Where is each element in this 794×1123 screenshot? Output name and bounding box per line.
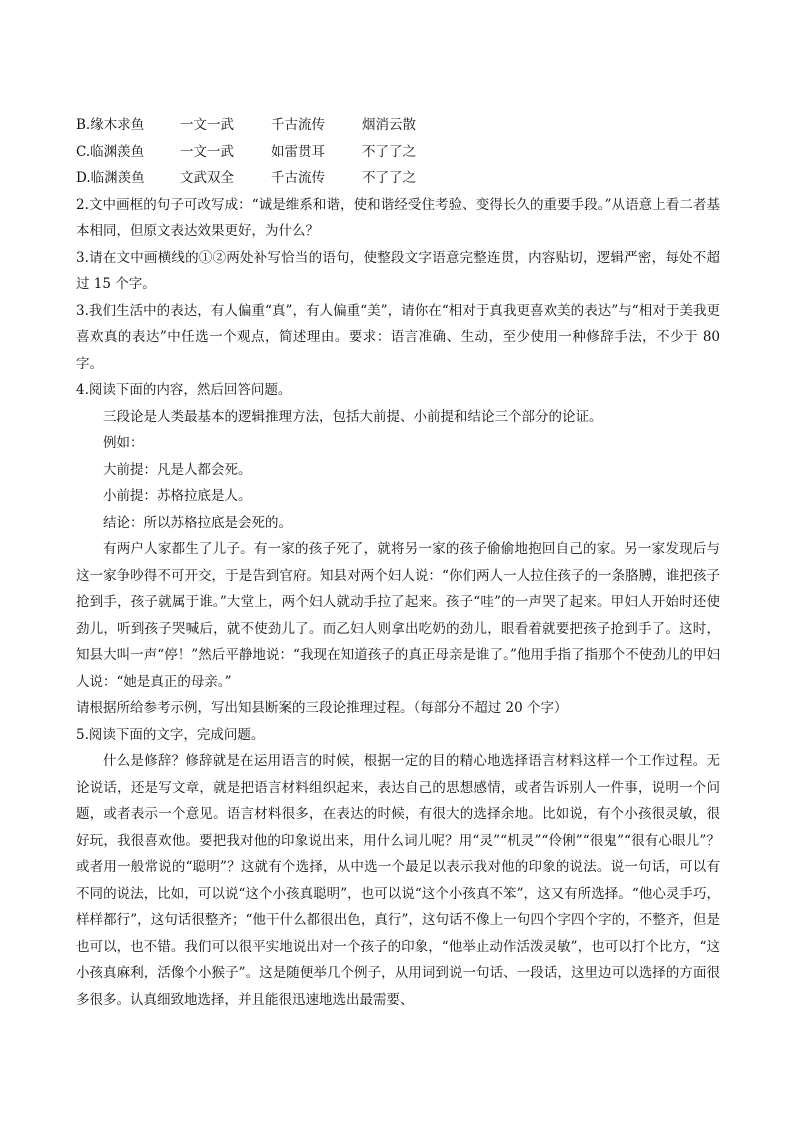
option-row-b xyxy=(76,112,720,139)
question-4-title: 4.阅读下面的内容，然后回答问题。 xyxy=(76,382,292,398)
syllogism-intro: 三段论是人类最基本的逻辑推理方法，包括大前提、小前提和结论三个部分的论证。 xyxy=(103,408,603,425)
option-word: 不了了之 xyxy=(362,143,416,160)
option-word: 千古流传 xyxy=(271,117,325,133)
major-premise: 大前提：凡是人都会死。 xyxy=(103,461,252,478)
story-paragraph: 有两户人家都生了儿子。有一家的孩子死了，就将另一家的孩子偷偷地抱回自己的家。另一家发现后与这一家争吵得不可开交，于是告到官府。知县对两个妇人说：“你们两人一人拉住孩子的一条胳膊，谁把孩子抢到手，孩子就属于谁。”大堂上，两个妇人就动手拉了起来。孩子“哇”的一声哭了起来。甲妇人开始时还使劲儿，听到孩子哭喊后，就不使劲儿了。而乙妇人则拿出吃奶的劲儿，眼看着就要把孩子抢到手了。这时，知县大叫一声“停！”然后平静地说：“我现在知道孩子的真正母亲是谁了。”他用手指了指那个不使劲儿的甲妇人说：“她是真正的母亲。” xyxy=(76,541,720,690)
rhetoric-passage: 什么是修辞？修辞就是在运用语言的时候，根据一定的目的精心地选择语言材料这样一个工作过程。无论说话，还是写文章，就是把语言材料组织起来，表达自己的思想感情，或者告诉别人一件事，说明一个问题，或者表示一个意见。语言材料很多，在表达的时候，有很大的选择余地。比如说，有个小孩很灵敏，很好玩，我很喜欢他。要把我对他的印象说出来，用什么词儿呢？用“灵”“机灵”“伶俐”“很鬼”“很有心眼儿”？或者用一般常说的“聪明”？这就有个选择，从中选一个最足以表示我对他的印象的说法。说一句话，可以有不同的说法，比如，可以说“这个小孩真聪明”，也可以说“这个小孩真不笨”，这又有所选择。“他心灵手巧，样样都行”，这句话很整齐；“他干什么都很出色，真行”，这句话不像上一句四个字四个字的，不整齐，但是也可以，也不错。我们可以很平实地说出对一个孩子的印象，“他举止动作活泼灵敏”，也可以打个比方，“这小孩真麻利，活像个小猴子”。这是随便举几个例子，从用词到说一句话、一段话，这里边可以选择的方面很多很多。认真细致地选择，并且能很迅速地选出最需要、 xyxy=(76,753,720,1008)
minor-premise: 小前提：苏格拉底是人。 xyxy=(103,488,252,504)
conclusion: 结论：所以苏格拉底是会死的。 xyxy=(103,514,292,531)
option-word: 文武双全 xyxy=(180,170,234,186)
option-label: D.临渊羡鱼 xyxy=(76,170,145,186)
option-label: C.临渊羡鱼 xyxy=(76,143,145,160)
option-word: 烟消云散 xyxy=(362,117,416,133)
option-row-c xyxy=(76,139,720,166)
option-word: 千古流传 xyxy=(271,170,325,186)
example-label: 例如： xyxy=(103,435,144,451)
option-word: 不了了之 xyxy=(362,170,416,186)
option-word: 一文一武 xyxy=(180,143,234,160)
question-2: 2.文中画框的句子可改写成：“诚是维系和谐，使和谐经受住考验、变得长久的重要手段。”从语意上看二者基本相同，但原文表达效果更好，为什么？ xyxy=(76,196,720,239)
question-3b: 3.我们生活中的表达，有人偏重“真”，有人偏重“美”，请你在“相对于真我更喜欢美的表达”与“相对于美我更喜欢真的表达”中任选一个观点，简述理由。要求：语言准确、生动，至少使用一种修辞手法，不少于 80 字。 xyxy=(76,302,720,372)
question-5-title: 5.阅读下面的文字，完成问题。 xyxy=(76,726,265,743)
option-word: 如雷贯耳 xyxy=(271,143,325,160)
option-row-d xyxy=(76,165,720,192)
option-word: 一文一武 xyxy=(180,117,234,133)
question-3a: 3.请在文中画横线的①②两处补写恰当的语句，使整段文字语意完整连贯，内容贴切，逻辑严密，每处不超过 15 个字。 xyxy=(76,249,720,292)
option-label: B.缘木求鱼 xyxy=(76,117,145,133)
question-4-task: 请根据所给参考示例，写出知县断案的三段论推理过程。（每部分不超过 20 个字） xyxy=(76,700,568,716)
document-content xyxy=(76,112,720,1013)
